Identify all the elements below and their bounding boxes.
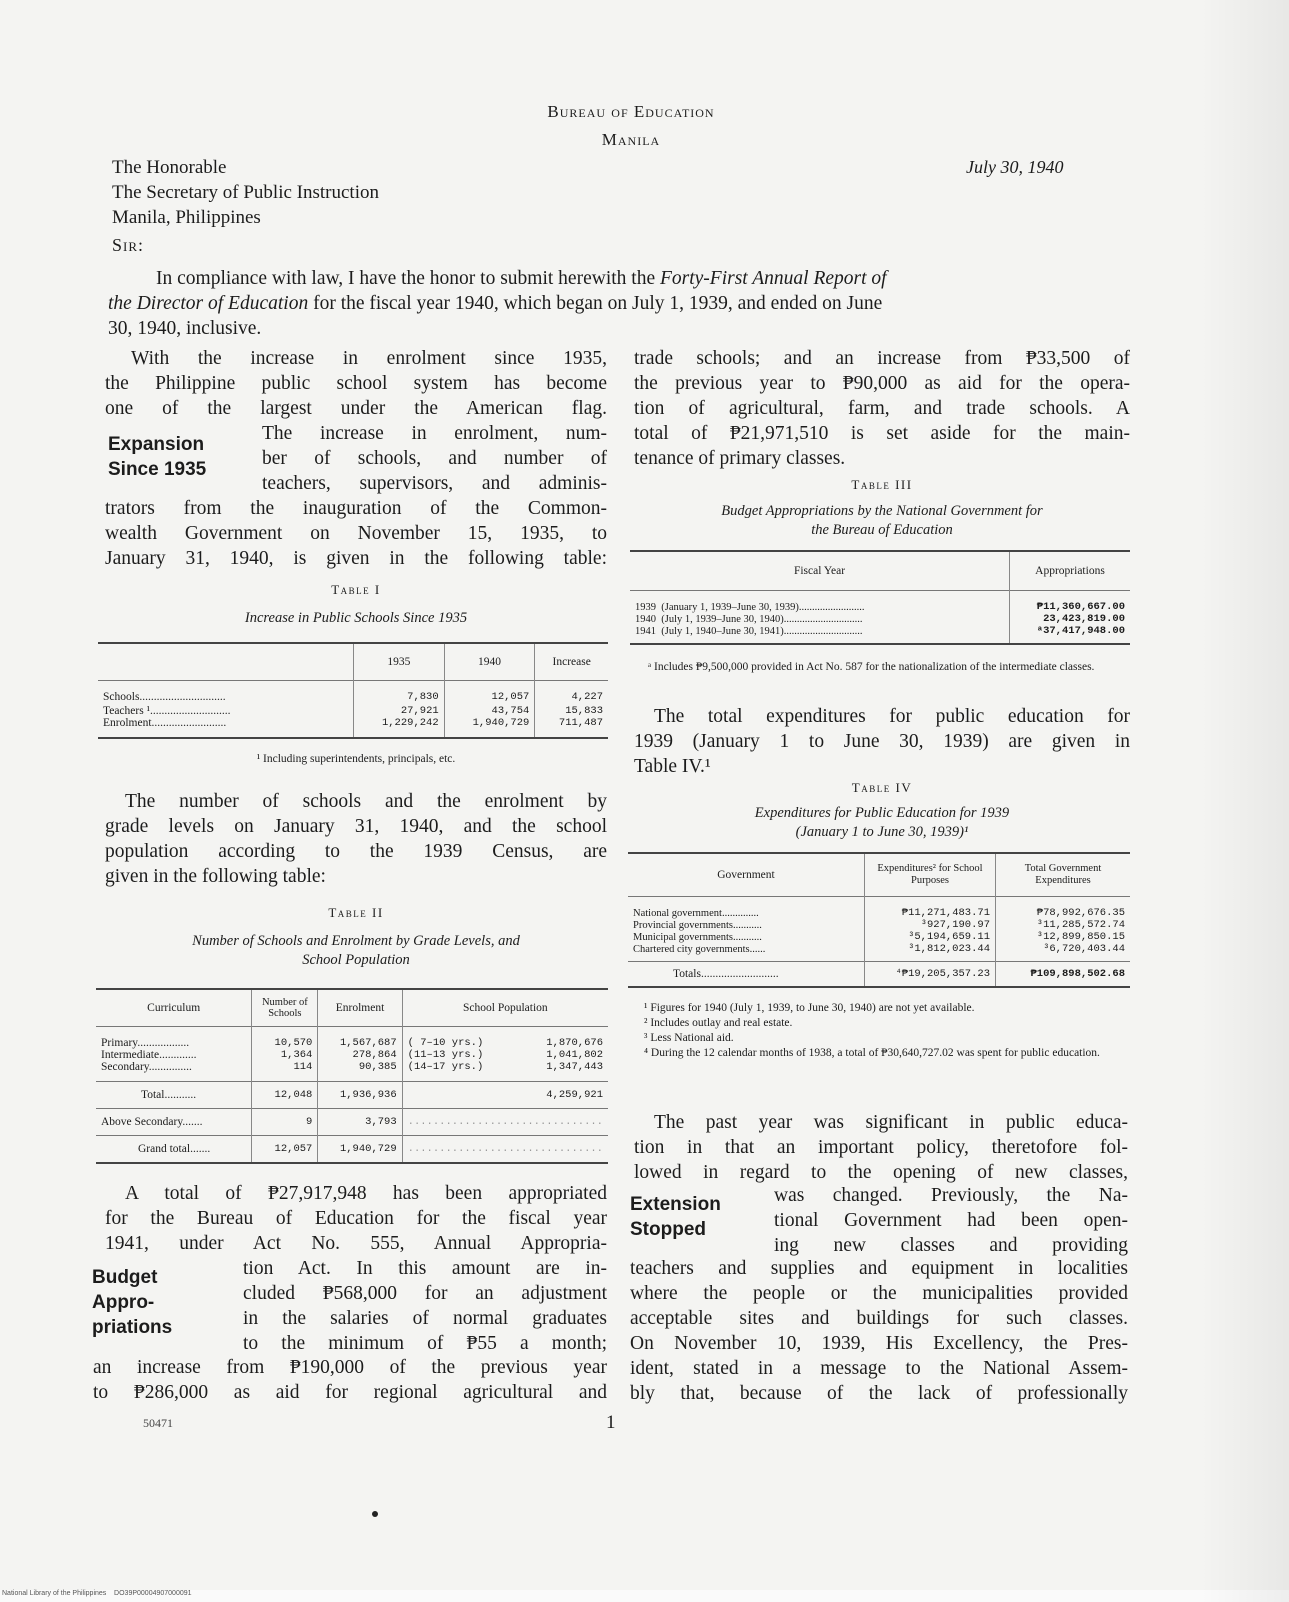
table-cell: 10,570 bbox=[252, 1027, 318, 1050]
table-cell: 27,921 bbox=[354, 705, 445, 717]
table-cell: ₱11,360,667.00 bbox=[1010, 591, 1131, 614]
text-line: Table IV.¹ bbox=[634, 756, 711, 777]
column-header: Number of Schools bbox=[252, 989, 318, 1027]
text-line: to the minimum of ₱55 a month; bbox=[243, 1333, 607, 1354]
table-row bbox=[96, 1027, 608, 1050]
table-cell: (14–17 yrs.) bbox=[402, 1061, 518, 1082]
text-line: was changed. Previously, the Na- bbox=[774, 1185, 1128, 1206]
table-row bbox=[98, 717, 608, 738]
archive-credit: National Library of the Philippines DO39P00004907000091 bbox=[2, 1590, 192, 1597]
column-header: Curriculum bbox=[147, 1002, 201, 1014]
table-3-footnote: ᵃ Includes ₱9,500,000 provided in Act No. 587 for the nationalization of the intermediate classes. bbox=[648, 661, 1095, 673]
row-label: Grand total....... bbox=[138, 1143, 211, 1155]
column-header: Fiscal Year bbox=[793, 565, 846, 577]
salutation: Sir: bbox=[112, 235, 145, 255]
text-line: With the increase in enrolment since 1935, bbox=[131, 348, 607, 369]
text-line: tion in that an important policy, theretofore fol- bbox=[634, 1137, 1128, 1158]
table-header-row bbox=[98, 643, 608, 681]
column-header: Total Government Expenditures bbox=[996, 853, 1131, 897]
sidehead-line: Since 1935 bbox=[108, 459, 207, 480]
table-cell: ₱11,271,483.71 bbox=[865, 897, 996, 920]
table-header-row bbox=[628, 853, 1130, 897]
table-cell: 12,057 bbox=[252, 1136, 318, 1164]
column-header: Government bbox=[717, 869, 775, 881]
table-cell: 278,864 bbox=[318, 1049, 402, 1061]
table-cell: 7,830 bbox=[354, 681, 445, 706]
column-header: Increase bbox=[535, 643, 608, 681]
table-row bbox=[628, 919, 1130, 931]
sidehead-line: priations bbox=[92, 1317, 173, 1338]
table-cell: 12,057 bbox=[444, 681, 535, 706]
text-line: population according to the 1939 Census, are bbox=[105, 841, 607, 862]
print-code: 50471 bbox=[143, 1416, 173, 1430]
table-cell-empty: ............................... bbox=[402, 1136, 608, 1164]
text-line: in the salaries of normal graduates bbox=[243, 1308, 607, 1329]
text-line: grade levels on January 31, 1940, and the school bbox=[105, 816, 607, 837]
table-cell: 1,347,443 bbox=[546, 1061, 603, 1073]
row-label: Enrolment.......................... bbox=[103, 717, 227, 729]
intro-text-a: In compliance with law, I have the honor to submit herewith the bbox=[156, 268, 660, 289]
table-3 bbox=[630, 550, 1130, 645]
table-cell: 4,259,921 bbox=[402, 1082, 608, 1109]
text-line: tion Act. In this amount are in- bbox=[243, 1258, 607, 1279]
text-line: tenance of primary classes. bbox=[634, 448, 846, 469]
table-4 bbox=[628, 852, 1130, 988]
table-2-title-line: School Population bbox=[302, 952, 410, 968]
column-header: 1940 bbox=[444, 643, 535, 681]
left-paragraph-3 bbox=[105, 1181, 607, 1256]
row-label: 1939 (January 1, 1939–June 30, 1939)......................... bbox=[635, 601, 865, 613]
stray-dot bbox=[372, 1511, 378, 1517]
row-label: Total........... bbox=[141, 1089, 197, 1101]
sidehead-line: Extension bbox=[630, 1194, 721, 1215]
footnote: ¹ Figures for 1940 (July 1, 1939, to June 30, 1940) are not yet available. bbox=[644, 1002, 975, 1014]
table-total-row bbox=[96, 1082, 608, 1109]
text-line: trade schools; and an increase from ₱33,500 of bbox=[634, 348, 1130, 369]
row-label: 1940 (July 1, 1939–June 30, 1940).............................. bbox=[635, 613, 863, 625]
footnote: ⁴ During the 12 calendar months of 1938, a total of ₱30,640,727.02 was spent for public education. bbox=[644, 1047, 1100, 1059]
text-line: the Philippine public school system has become bbox=[105, 373, 607, 394]
table-row bbox=[628, 931, 1130, 943]
table-cell: ³927,190.97 bbox=[865, 919, 996, 931]
text-line: A total of ₱27,917,948 has been appropriated bbox=[125, 1183, 607, 1204]
table-row bbox=[96, 1049, 608, 1061]
column-header: 1935 bbox=[354, 643, 445, 681]
addressee-line-1: The Honorable bbox=[112, 157, 227, 178]
table-cell: ᵃ37,417,948.00 bbox=[1010, 625, 1131, 644]
sidehead-line: Expansion bbox=[108, 434, 205, 455]
left-paragraph-1-tail bbox=[105, 496, 607, 571]
table-cell: 1,041,802 bbox=[546, 1049, 603, 1061]
row-label: Chartered city governments...... bbox=[633, 943, 766, 955]
sidehead-extension bbox=[630, 1192, 721, 1242]
table-2-title bbox=[105, 932, 607, 970]
intro-line-2 bbox=[108, 291, 1130, 316]
table-row bbox=[96, 1109, 608, 1136]
scan-strip bbox=[0, 1590, 1289, 1602]
office-line-1: Bureau of Education bbox=[547, 102, 715, 121]
table-cell: ³5,194,659.11 bbox=[865, 931, 996, 943]
table-3-title bbox=[634, 502, 1130, 540]
scan-shadow bbox=[1200, 0, 1289, 1602]
text-line: acceptable sites and buildings for such classes. bbox=[630, 1308, 1128, 1329]
row-label: Provincial governments........... bbox=[633, 919, 762, 931]
table-cell: 15,833 bbox=[535, 705, 608, 717]
text-line: On November 10, 1939, His Excellency, the Pres- bbox=[630, 1333, 1128, 1354]
text-line: given in the following table: bbox=[105, 866, 326, 887]
row-label: National government.............. bbox=[633, 907, 759, 919]
table-cell: 43,754 bbox=[444, 705, 535, 717]
table-total-row bbox=[628, 962, 1130, 988]
text-line: an increase from ₱190,000 of the previous year bbox=[93, 1357, 607, 1378]
footnote: ³ Less National aid. bbox=[644, 1032, 734, 1044]
table-4-title-line: Expenditures for Public Education for 1939 bbox=[754, 805, 1010, 821]
table-row bbox=[630, 591, 1130, 614]
letter-date: July 30, 1940 bbox=[966, 157, 1064, 177]
text-line: to ₱286,000 as aid for regional agricultural and bbox=[93, 1382, 607, 1403]
text-line: for the Bureau of Education for the fiscal year bbox=[105, 1208, 607, 1229]
addressee-line-3: Manila, Philippines bbox=[112, 207, 261, 228]
footnote: ² Includes outlay and real estate. bbox=[644, 1017, 793, 1029]
addressee-block bbox=[112, 155, 379, 230]
table-4-footnotes bbox=[630, 1001, 1126, 1061]
report-title-a: Forty-First Annual Report of bbox=[659, 268, 887, 289]
left-paragraph-1-side bbox=[262, 421, 607, 496]
text-line: tion of agricultural, farm, and trade schools. A bbox=[634, 398, 1130, 419]
table-3-label: Table III bbox=[851, 477, 913, 492]
table-cell: 1,936,936 bbox=[318, 1082, 402, 1109]
table-cell: 1,364 bbox=[252, 1049, 318, 1061]
text-line: teachers and supplies and equipment in localities bbox=[630, 1258, 1128, 1279]
text-line: one of the largest under the American flag. bbox=[105, 398, 607, 419]
table-cell: ⁴₱19,205,357.23 bbox=[865, 962, 996, 988]
right-paragraph-1 bbox=[634, 346, 1130, 471]
intro-line-3: 30, 1940, inclusive. bbox=[108, 318, 262, 339]
table-header-row bbox=[630, 551, 1130, 591]
text-line: The increase in enrolment, num- bbox=[262, 423, 607, 444]
addressee-line-2: The Secretary of Public Instruction bbox=[112, 182, 379, 203]
sidehead-line: Budget bbox=[92, 1267, 158, 1288]
table-cell: 9 bbox=[252, 1109, 318, 1136]
table-2-label: Table II bbox=[328, 905, 384, 920]
table-cell: ³1,812,023.44 bbox=[865, 943, 996, 962]
row-label: 1941 (July 1, 1940–June 30, 1941).............................. bbox=[635, 625, 863, 637]
table-cell: 1,229,242 bbox=[354, 717, 445, 738]
table-3-title-line: the Bureau of Education bbox=[811, 522, 953, 538]
row-label: Municipal governments........... bbox=[633, 931, 762, 943]
text-line: ber of schools, and number of bbox=[262, 448, 607, 469]
row-label: Totals........................... bbox=[673, 968, 779, 980]
text-line: January 31, 1940, is given in the following table: bbox=[105, 548, 607, 569]
left-paragraph-2 bbox=[105, 789, 607, 889]
text-line: cluded ₱568,000 for an adjustment bbox=[243, 1283, 607, 1304]
column-header: Expenditures² for School Purposes bbox=[865, 853, 996, 897]
table-cell: ³6,720,403.44 bbox=[996, 943, 1131, 962]
table-cell: 114 bbox=[252, 1061, 318, 1082]
table-cell: 1,940,729 bbox=[318, 1136, 402, 1164]
page-number: 1 bbox=[606, 1412, 616, 1433]
right-paragraph-2 bbox=[634, 704, 1130, 779]
table-4-title-line: (January 1 to June 30, 1939)¹ bbox=[795, 824, 969, 840]
right-paragraph-3-side bbox=[774, 1183, 1128, 1258]
intro-text-b: for the fiscal year 1940, which began on July 1, 1939, and ended on June bbox=[308, 293, 883, 314]
table-row bbox=[628, 943, 1130, 962]
table-cell: (11–13 yrs.) bbox=[402, 1049, 518, 1061]
intro-paragraph bbox=[108, 266, 1130, 341]
table-1-footnote: ¹ Including superintendents, principals, etc. bbox=[256, 753, 456, 765]
text-line: total of ₱21,971,510 is set aside for the main- bbox=[634, 423, 1130, 444]
table-row bbox=[630, 613, 1130, 625]
table-4-label: Table IV bbox=[851, 780, 913, 795]
text-line: The past year was significant in public educa- bbox=[654, 1112, 1128, 1133]
text-line: ident, stated in a message to the National Assem- bbox=[630, 1358, 1128, 1379]
table-cell: 711,487 bbox=[535, 717, 608, 738]
table-row bbox=[96, 1061, 608, 1082]
text-line: tional Government had been open- bbox=[774, 1210, 1128, 1231]
row-label: Teachers ¹............................ bbox=[103, 705, 231, 717]
left-paragraph-3-tail bbox=[93, 1355, 607, 1405]
text-line: teachers, supervisors, and adminis- bbox=[262, 473, 607, 494]
table-cell: ³11,285,572.74 bbox=[996, 919, 1131, 931]
table-cell: 90,385 bbox=[318, 1061, 402, 1082]
report-title-b: the Director of Education bbox=[108, 293, 309, 314]
table-cell: 23,423,819.00 bbox=[1010, 613, 1131, 625]
right-paragraph-3 bbox=[634, 1110, 1128, 1185]
table-row bbox=[98, 705, 608, 717]
text-line: 1939 (January 1 to June 30, 1939) are given in bbox=[634, 731, 1130, 752]
column-header: Enrolment bbox=[318, 989, 402, 1027]
table-1 bbox=[98, 642, 608, 739]
table-cell: 3,793 bbox=[318, 1109, 402, 1136]
table-2 bbox=[96, 988, 608, 1164]
office-line-2: Manila bbox=[601, 130, 661, 149]
table-cell: 1,870,676 bbox=[546, 1037, 603, 1049]
text-line: trators from the inauguration of the Common- bbox=[105, 498, 607, 519]
table-cell-empty: ............................... bbox=[402, 1109, 608, 1136]
right-paragraph-3-tail bbox=[630, 1256, 1128, 1406]
intro-line-1 bbox=[108, 266, 1130, 291]
sidehead-line: Appro- bbox=[92, 1292, 155, 1313]
row-label: Schools.............................. bbox=[103, 691, 226, 703]
table-3-title-line: Budget Appropriations by the National Government for bbox=[721, 503, 1043, 519]
table-cell: 12,048 bbox=[252, 1082, 318, 1109]
sidehead-line: Stopped bbox=[630, 1219, 706, 1240]
table-2-title-line: Number of Schools and Enrolment by Grade Levels, and bbox=[192, 933, 520, 949]
table-cell: 1,567,687 bbox=[318, 1027, 402, 1050]
sidehead-expansion bbox=[108, 432, 206, 482]
table-row bbox=[630, 625, 1130, 644]
text-line: 1941, under Act No. 555, Annual Appropria- bbox=[105, 1233, 607, 1254]
text-line: the previous year to ₱90,000 as aid for the opera- bbox=[634, 373, 1130, 394]
table-4-title bbox=[634, 804, 1130, 842]
table-row bbox=[628, 897, 1130, 920]
column-header: Appropriations bbox=[1010, 551, 1131, 591]
table-cell: 4,227 bbox=[535, 681, 608, 706]
table-1-title: Increase in Public Schools Since 1935 bbox=[244, 610, 468, 626]
table-1-label: Table I bbox=[331, 582, 381, 597]
text-line: wealth Government on November 15, 1935, to bbox=[105, 523, 607, 544]
column-header: School Population bbox=[402, 989, 608, 1027]
table-cell: ³12,899,850.15 bbox=[996, 931, 1131, 943]
text-line: ing new classes and providing bbox=[774, 1235, 1128, 1256]
text-line: bly that, because of the lack of professionally bbox=[630, 1383, 1128, 1404]
table-cell: 1,940,729 bbox=[444, 717, 535, 738]
text-line: The total expenditures for public education for bbox=[654, 706, 1130, 727]
row-label: Primary.................. bbox=[101, 1037, 190, 1049]
table-cell: ₱78,992,676.35 bbox=[996, 897, 1131, 920]
text-line: lowed in regard to the opening of new classes, bbox=[634, 1162, 1128, 1183]
text-line: The number of schools and the enrolment by bbox=[125, 791, 607, 812]
table-total-row bbox=[96, 1136, 608, 1164]
left-paragraph-3-side bbox=[243, 1256, 607, 1356]
row-label: Above Secondary....... bbox=[101, 1116, 203, 1128]
text-line: where the people or the municipalities provided bbox=[630, 1283, 1128, 1304]
left-paragraph-1 bbox=[105, 346, 607, 421]
sidehead-budget bbox=[92, 1265, 172, 1340]
row-label: Secondary............... bbox=[101, 1061, 192, 1073]
table-cell: ( 7–10 yrs.) bbox=[402, 1027, 518, 1050]
table-row bbox=[98, 681, 608, 706]
table-cell: ₱109,898,502.68 bbox=[996, 962, 1131, 988]
row-label: Intermediate............. bbox=[101, 1049, 197, 1061]
table-header-row bbox=[96, 989, 608, 1027]
